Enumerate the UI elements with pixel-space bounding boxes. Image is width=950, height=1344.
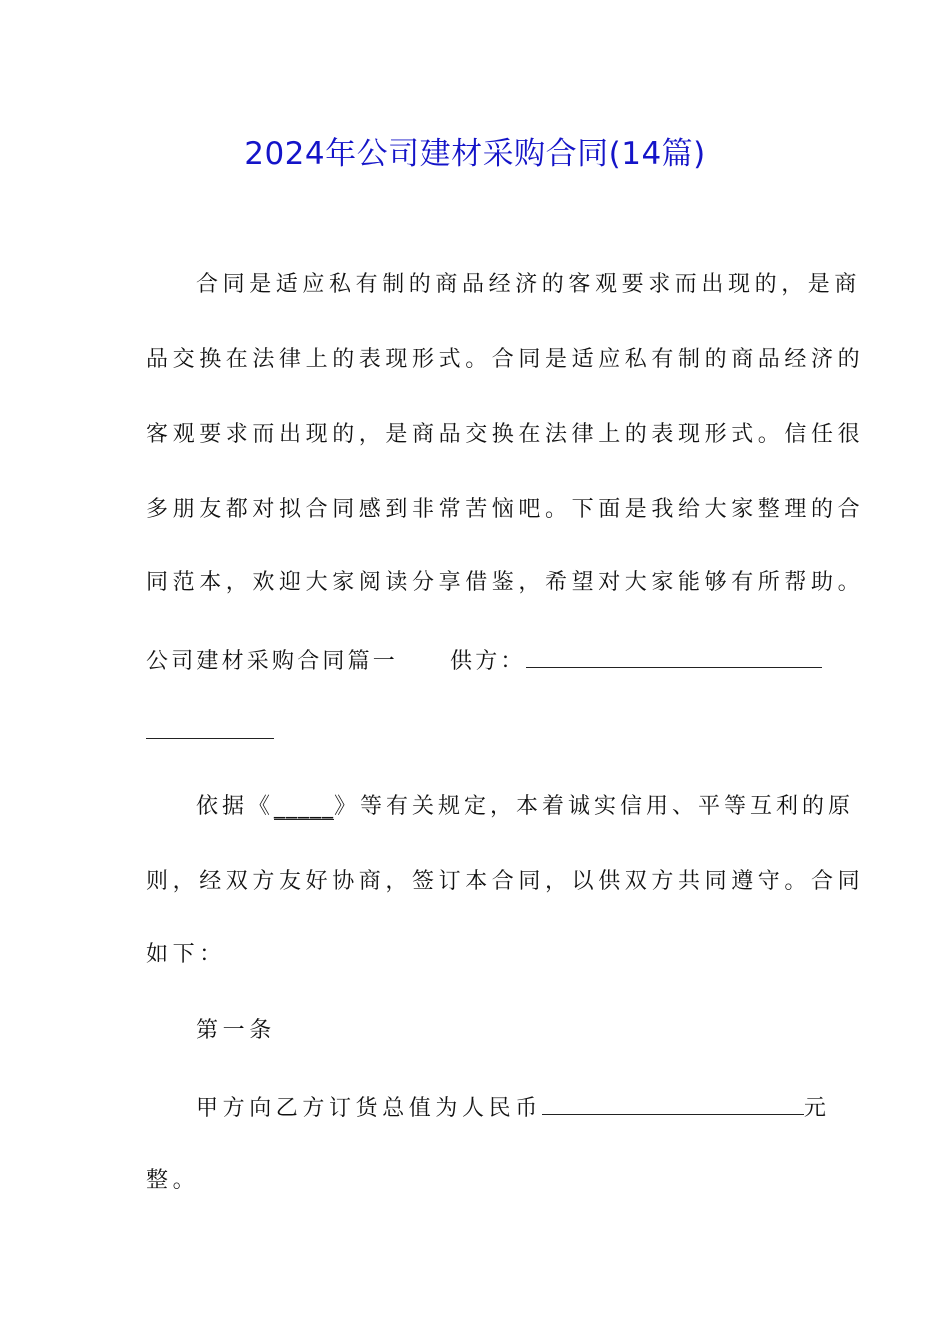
basis-line-3: 如下： [146,942,226,967]
total-amount-blank[interactable] [542,1092,804,1115]
section-heading: 公司建材采购合同篇一 [146,649,399,674]
law-name-blank[interactable]: _____ [274,794,335,819]
supplier-blank[interactable] [526,645,822,668]
intro-line-3: 客观要求而出现的，是商品交换在法律上的表现形式。信任很 [146,422,865,447]
supplier-blank-continued [146,716,274,748]
section-heading-line [146,645,822,677]
supplier-label: 供方： [450,649,526,674]
basis-line-2: 则，经双方友好协商，签订本合同，以供双方共同遵守。合同 [146,869,865,894]
article-1-text-suffix: 元 [803,1096,831,1121]
intro-line-4: 多朋友都对拟合同感到非常苦恼吧。下面是我给大家整理的合 [146,497,865,522]
document-title: 2024年公司建材采购合同(14篇) [244,136,706,172]
article-1-line-2: 整。 [146,1168,200,1193]
basis-suffix: 》等有关规定，本着诚实信用、平等互利的原 [334,794,855,819]
basis-prefix: 依据《 [196,794,275,819]
article-1-line-1 [196,1092,830,1124]
article-1-heading: 第一条 [196,1018,276,1043]
basis-line-1 [196,792,854,822]
article-1-text-prefix: 甲方向乙方订货总值为人民币 [196,1096,542,1121]
intro-line-2: 品交换在法律上的表现形式。合同是适应私有制的商品经济的 [146,347,865,372]
intro-line-5: 同范本，欢迎大家阅读分享借鉴，希望对大家能够有所帮助。 [146,570,865,595]
supplier-blank-2[interactable] [146,716,274,739]
intro-line-1: 合同是适应私有制的商品经济的客观要求而出现的，是商 [196,272,862,297]
